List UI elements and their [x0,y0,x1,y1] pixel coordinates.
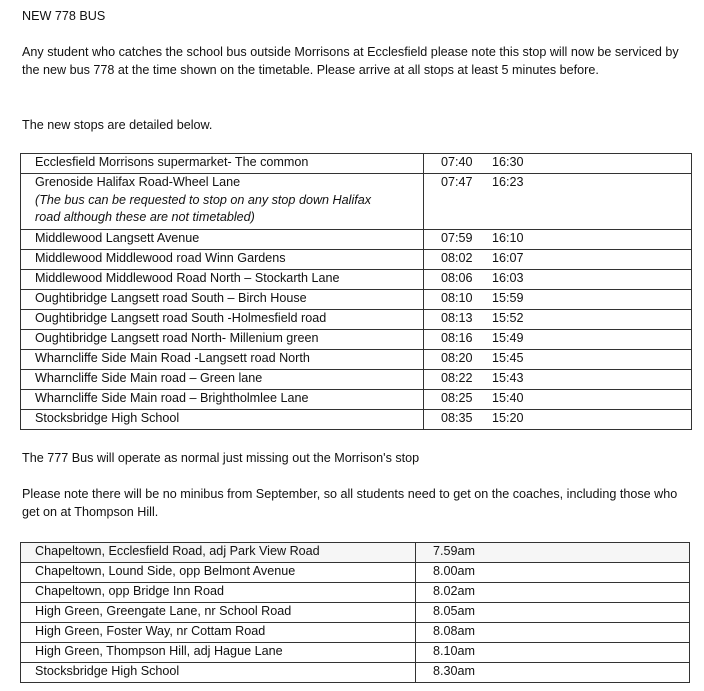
table-row [21,643,690,663]
morning-time: 08:10 [441,291,473,305]
table-row [21,543,690,563]
afternoon-time: 16:07 [492,251,524,265]
stop-name: High Green, Thompson Hill, adj Hague Lane [21,643,416,663]
table-row [21,390,692,410]
morning-time: 07:40 [441,155,473,169]
stop-name: Wharncliffe Side Main road – Brightholmlee Lane [21,390,424,410]
table-row [21,154,692,174]
afternoon-time: 15:20 [492,411,524,425]
stop-name: High Green, Foster Way, nr Cottam Road [21,623,416,643]
stop-name: Chapeltown, Ecclesfield Road, adj Park View Road [21,543,416,563]
morning-time: 07:47 [441,175,473,189]
afternoon-time: 15:45 [492,351,524,365]
table-row [21,310,692,330]
stop-times [424,390,692,410]
table-row [21,663,690,683]
afternoon-time: 16:30 [492,155,524,169]
document-heading: NEW 778 BUS [22,9,106,23]
stop-name: Chapeltown, Lound Side, opp Belmont Avenue [21,563,416,583]
afternoon-time: 15:40 [492,391,524,405]
afternoon-time: 15:59 [492,291,524,305]
stop-name: Grenoside Halifax Road-Wheel Lane [35,175,241,189]
morning-time: 08:02 [441,251,473,265]
stop-name: Middlewood Middlewood Road North – Stockarth Lane [21,270,424,290]
stop-name: Middlewood Langsett Avenue [21,230,424,250]
afternoon-time: 15:52 [492,311,524,325]
morning-time: 08:35 [441,411,473,425]
stop-times [424,370,692,390]
morning-time: 08:13 [441,311,473,325]
table-row [21,290,692,310]
stop-times [424,330,692,350]
table-row [21,174,692,230]
stop-note-line: (The bus can be requested to stop on any stop down Halifax [35,192,372,207]
intro-paragraph: Any student who catches the school bus outside Morrisons at Ecclesfield please note this stop will now be serviced by the new bus 778 at the time shown on the timetable. Please arrive at all stops at least 5 minutes before. [22,45,679,77]
table-row [21,350,692,370]
bus-777-note: The 777 Bus will operate as normal just missing out the Morrison's stop [22,451,420,465]
stop-name: Oughtibridge Langsett road South – Birch House [21,290,424,310]
stops-intro: The new stops are detailed below. [22,118,213,132]
table-row [21,410,692,430]
stop-time: 8.02am [416,583,690,603]
stop-name: Chapeltown, opp Bridge Inn Road [21,583,416,603]
stop-name: Stocksbridge High School [21,663,416,683]
stop-name: Oughtibridge Langsett road North- Millenium green [21,330,424,350]
stop-times [424,290,692,310]
afternoon-time: 16:23 [492,175,524,189]
stop-time: 8.05am [416,603,690,623]
table-row [21,330,692,350]
stop-name: Wharncliffe Side Main road – Green lane [21,370,424,390]
stop-time: 8.08am [416,623,690,643]
stop-name-with-note [21,174,424,230]
stop-times [424,350,692,370]
stop-times [424,270,692,290]
stop-name: Wharncliffe Side Main Road -Langsett road North [21,350,424,370]
afternoon-time: 16:10 [492,231,524,245]
stop-time: 7.59am [416,543,690,563]
table-row [21,250,692,270]
minibus-note: Please note there will be no minibus from September, so all students need to get on the coaches, including those who get on at Thompson Hill. [22,487,678,519]
morning-time: 08:25 [441,391,473,405]
table-row [21,230,692,250]
stop-name: High Green, Greengate Lane, nr School Road [21,603,416,623]
bus-778-timetable [20,153,692,430]
stop-times [424,154,692,174]
stop-times [424,410,692,430]
stop-note-line: road although these are not timetabled) [35,210,255,224]
stop-time: 8.00am [416,563,690,583]
coach-timetable [20,542,690,683]
stop-times [424,174,692,230]
morning-time: 08:16 [441,331,473,345]
stop-times [424,310,692,330]
afternoon-time: 16:03 [492,271,524,285]
morning-time: 08:06 [441,271,473,285]
morning-time: 08:20 [441,351,473,365]
afternoon-time: 15:49 [492,331,524,345]
stop-times [424,250,692,270]
table-row [21,603,690,623]
table-row [21,623,690,643]
afternoon-time: 15:43 [492,371,524,385]
table-row [21,370,692,390]
stop-time: 8.10am [416,643,690,663]
stop-times [424,230,692,250]
morning-time: 08:22 [441,371,473,385]
stop-name: Stocksbridge High School [21,410,424,430]
stop-name: Ecclesfield Morrisons supermarket- The common [21,154,424,174]
stop-time: 8.30am [416,663,690,683]
stop-name: Oughtibridge Langsett road South -Holmesfield road [21,310,424,330]
table-row [21,583,690,603]
table-row [21,563,690,583]
stop-name: Middlewood Middlewood road Winn Gardens [21,250,424,270]
morning-time: 07:59 [441,231,473,245]
table-row [21,270,692,290]
